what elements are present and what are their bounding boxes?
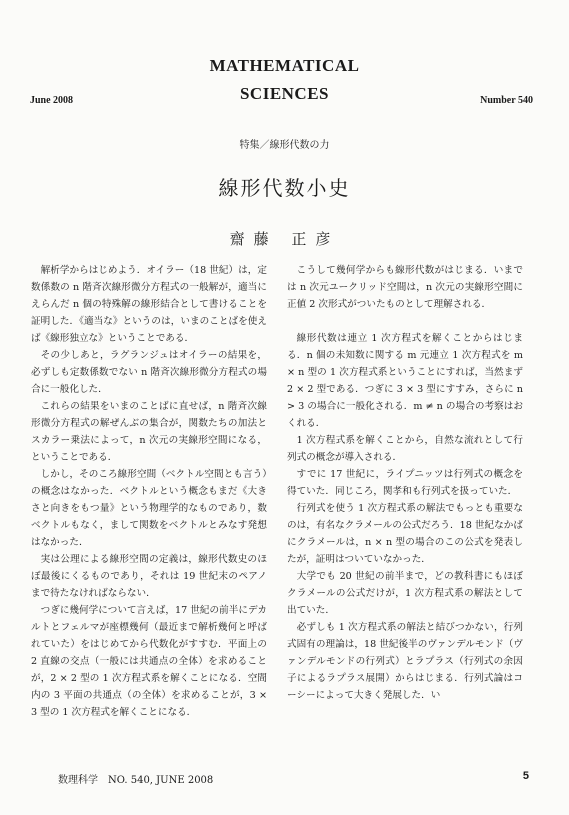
paragraph: 解析学からはじめよう．オイラー（18 世紀）は，定数係数の n 階斉次線形微分方程式の一般解が，適当にえらんだ n 個の特殊解の線形結合として書けることを証明した．《適当な》というのは，いまのことばを使えば《線形独立な》ということである． [31,265,267,344]
paragraph: こうして幾何学からも線形代数がはじまる．いまでは n 次元ユークリッド空間は，n 次元の実線形空間に正値 2 次形式がついたものとして理解される． [287,265,523,310]
article-author: 齋藤 正彦 [229,230,340,248]
paragraph: これらの結果をいまのことばに直せば，n 階斉次線形微分方程式の解ぜんぶの集合が，関数たちの加法とスカラー乗法によって，n 次元の実線形空間になる，ということである． [31,401,267,463]
paragraph: 実は公理による線形空間の定義は，線形代数史のほぼ最後にくるものであり，それは 19 世紀末のペアノまで待たなければならない． [31,554,267,599]
paragraph: すでに 17 世紀に，ライプニッツは行列式の概念を得ていた．同じころ，関孝和も行列式を扱っていた． [287,469,523,497]
journal-title-line-1: MATHEMATICAL [209,56,360,75]
special-topic: 特集／線形代数の力 [239,140,330,151]
paragraph: 大学でも 20 世紀の前半まで，どの教科書にもほぼクラメールの公式だけが，1 次方程式系の解法として出ていた． [287,571,523,616]
left-column [31,262,267,721]
paragraph: 必ずしも 1 次方程式系の解法と結びつかない，行列式固有の理論は，18 世紀後半のヴァンデルモンド（ヴァンデルモンドの行列式）とラプラス（行列式の余因子によるラプラス展開）からはじまる．行列式論はコーシーによって大きく発展した．い [287,622,523,701]
paragraph: 行列式を使う 1 次方程式系の解法でもっとも重要なのは，有名なクラメールの公式だろう．18 世紀なかばにクラメールは，n × n 型の場合のこの公式を発表したが，証明はついていなかった． [287,503,523,565]
article-title: 線形代数小史 [218,176,351,200]
paragraph: しかし，そのころ線形空間（ベクトル空間とも言う）の概念はなかった．ベクトルという概念もまだ《大きさと向きをもつ量》という物理学的なものであり，数ベクトルもなく，まして関数をベクトルとみなす発想はなかった． [31,469,267,548]
issue-date: June 2008 [30,95,74,106]
footer-journal-info: 数理科学 NO. 540, JUNE 2008 [58,775,214,786]
paragraph: その少しあと，ラグランジュはオイラーの結果を，必ずしも定数係数でない n 階斉次線形微分方程式の場合に一般化した． [31,350,267,395]
paragraph: つぎに幾何学について言えば，17 世紀の前半にデカルトとフェルマが座標幾何（最近まで解析幾何と呼ばれていた）をはじめてから代数化がすすむ．平面上の 2 直線の交点（一般には共通点の全体）を求めることが，2 × 2 型の 1 次方程式系を解くことになる．空間内の 3 平面の共通点（の全体）を求めることが，3 × 3 型の 1 次方程式を解くことになる． [31,605,267,718]
right-column [287,262,523,704]
paragraph: 1 次方程式系を解くことから，自然な流れとして行列式の概念が導入される． [287,435,523,463]
journal-title-line-2: SCIENCES [239,84,330,103]
issue-number: Number 540 [480,95,533,106]
page-number: 5 [522,770,529,782]
paragraph: 線形代数は連立 1 次方程式を解くことからはじまる．n 個の未知数に関する m 元連立 1 次方程式を m × n 型の 1 次方程式系ということにすれば，当然まず 2 × 2 型である．つぎに 3 × 3 型にすすみ，さらに n > 3 の場合に一般化される．m ≠ n の場合の考察はおくれる． [287,333,523,429]
